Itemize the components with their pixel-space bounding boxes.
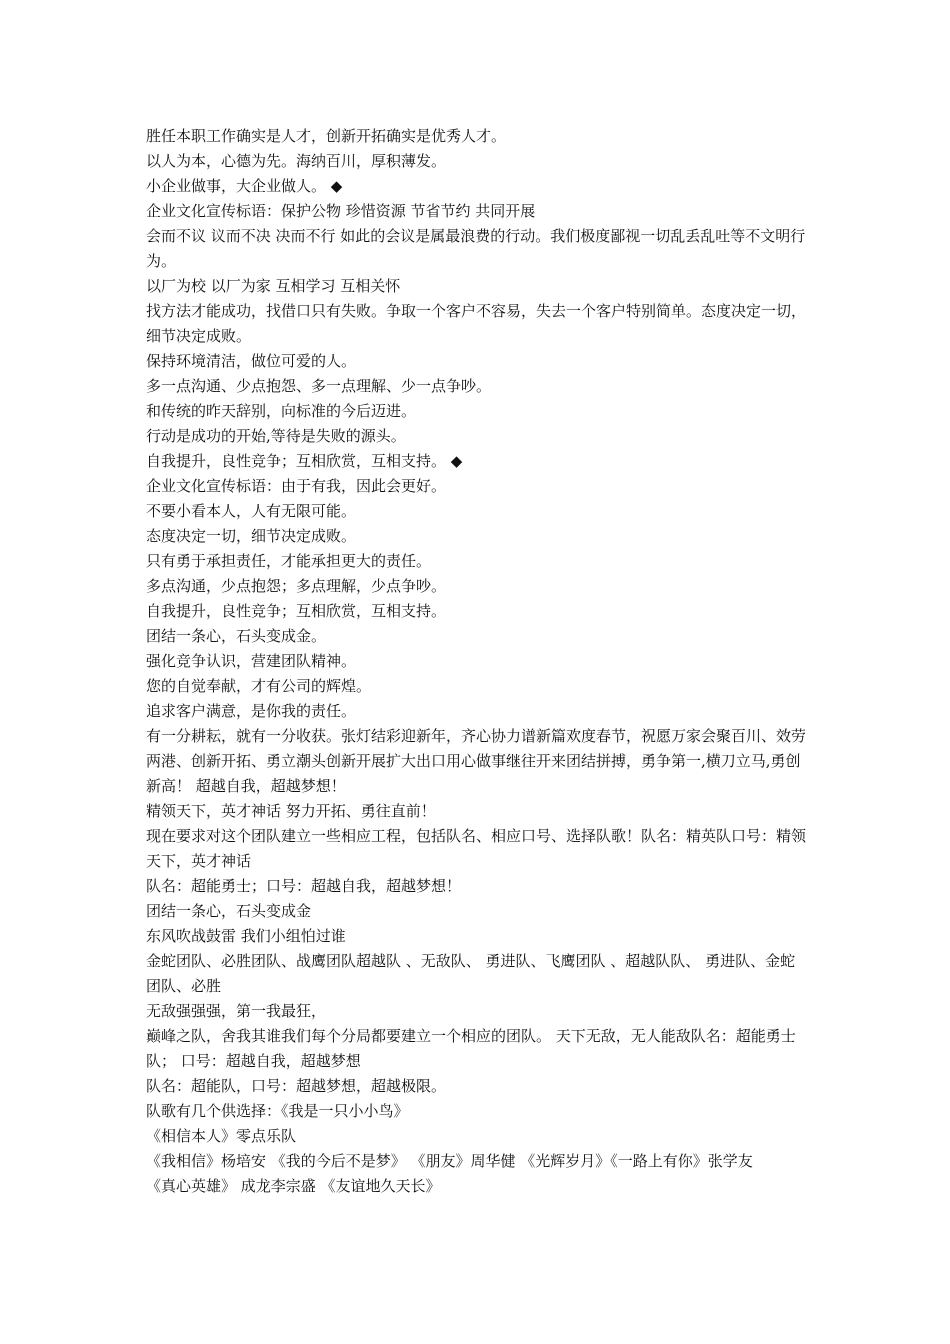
text-line: 企业文化宣传标语：由于有我，因此会更好。	[146, 477, 447, 495]
text-line: 和传统的昨天辞别，向标准的今后迈进。	[146, 402, 417, 420]
text-line: 追求客户满意，是你我的责任。	[146, 702, 357, 720]
text-line: 企业文化宣传标语：保护公物 珍惜资源 节省节约 共同开展	[146, 202, 536, 220]
text-line: 队名：超能勇士；口号：超越自我，超越梦想！	[146, 877, 462, 895]
text-line: 保持环境清洁，做位可爱的人。	[146, 352, 357, 370]
text-line: 行动是成功的开始,等待是失败的源头。	[146, 427, 406, 445]
text-line: 只有勇于承担责任，才能承担更大的责任。	[146, 552, 432, 570]
text-line: 找方法才能成功，找借口只有失败。争取一个客户不容易，失去一个客户特别简单。态度决定一切，细节决定成败。	[146, 302, 807, 345]
text-line: 不要小看本人，人有无限可能。	[146, 502, 357, 520]
text-line: 无敌强强强，第一我最狂，	[146, 1002, 327, 1020]
text-line: 以人为本，心德为先。海纳百川，厚积薄发。	[146, 152, 447, 170]
text-line: 《相信本人》零点乐队	[146, 1127, 297, 1145]
text-line: 《真心英雄》 成龙李宗盛 《友谊地久天长》	[146, 1177, 441, 1195]
text-line: 多点沟通，少点抱怨；多点理解，少点争吵。	[146, 577, 447, 595]
text-line: 《我相信》杨培安 《我的今后不是梦》 《朋友》周华健 《光辉岁月》《一路上有你》张学友	[146, 1152, 753, 1170]
text-line: 有一分耕耘，就有一分收获。张灯结彩迎新年，齐心协力谱新篇欢度春节，祝愿万家会聚百川、效劳两港、创新开拓、勇立潮头创新开展扩大出口用心做事继往开来团结拼搏，勇争第一,横刀立马,勇创新高！ 超越自我，超越梦想！	[146, 727, 807, 795]
text-line: 会而不议 议而不决 决而不行 如此的会议是属最浪费的行动。我们极度鄙视一切乱丢乱吐等不文明行为。	[146, 227, 806, 270]
text-line: 团结一条心，石头变成金。	[146, 627, 327, 645]
text-line: 巅峰之队，舍我其谁我们每个分局都要建立一个相应的团队。 天下无敌，无人能敌队名：超能勇士队； 口号：超越自我，超越梦想	[146, 1027, 796, 1070]
text-line: 您的自觉奉献，才有公司的辉煌。	[146, 677, 372, 695]
text-line: 金蛇团队、必胜团队、战鹰团队超越队 、无敌队、 勇进队、飞鹰团队 、超越队队、 勇进队、金蛇团队、必胜	[146, 952, 796, 995]
text-line: 队名：超能队，口号：超越梦想，超越极限。	[146, 1077, 447, 1095]
text-line: 态度决定一切，细节决定成败。	[146, 527, 357, 545]
text-line: 小企业做事，大企业做人。 ◆	[146, 177, 343, 195]
text-line: 队歌有几个供选择：《我是一只小小鸟》	[146, 1102, 409, 1120]
text-line: 强化竞争认识，营建团队精神。	[146, 652, 357, 670]
text-line: 多一点沟通、少点抱怨、多一点理解、少一点争吵。	[146, 377, 492, 395]
text-line: 自我提升，良性竞争；互相欣赏，互相支持。	[146, 602, 447, 620]
text-line: 胜任本职工作确实是人才，创新开拓确实是优秀人才。	[146, 127, 507, 145]
document-body	[146, 124, 810, 1199]
text-line: 东风吹战鼓雷 我们小组怕过谁	[146, 927, 346, 945]
text-line: 团结一条心，石头变成金	[146, 902, 312, 920]
text-line: 精领天下，英才神话 努力开拓、勇往直前！	[146, 802, 436, 820]
text-line: 现在要求对这个团队建立一些相应工程，包括队名、相应口号、选择队歌！队名：精英队口号：精领天下，英才神话	[146, 827, 807, 870]
text-line: 自我提升，良性竞争；互相欣赏，互相支持。 ◆	[146, 452, 463, 470]
text-line: 以厂为校 以厂为家 互相学习 互相关怀	[146, 277, 401, 295]
